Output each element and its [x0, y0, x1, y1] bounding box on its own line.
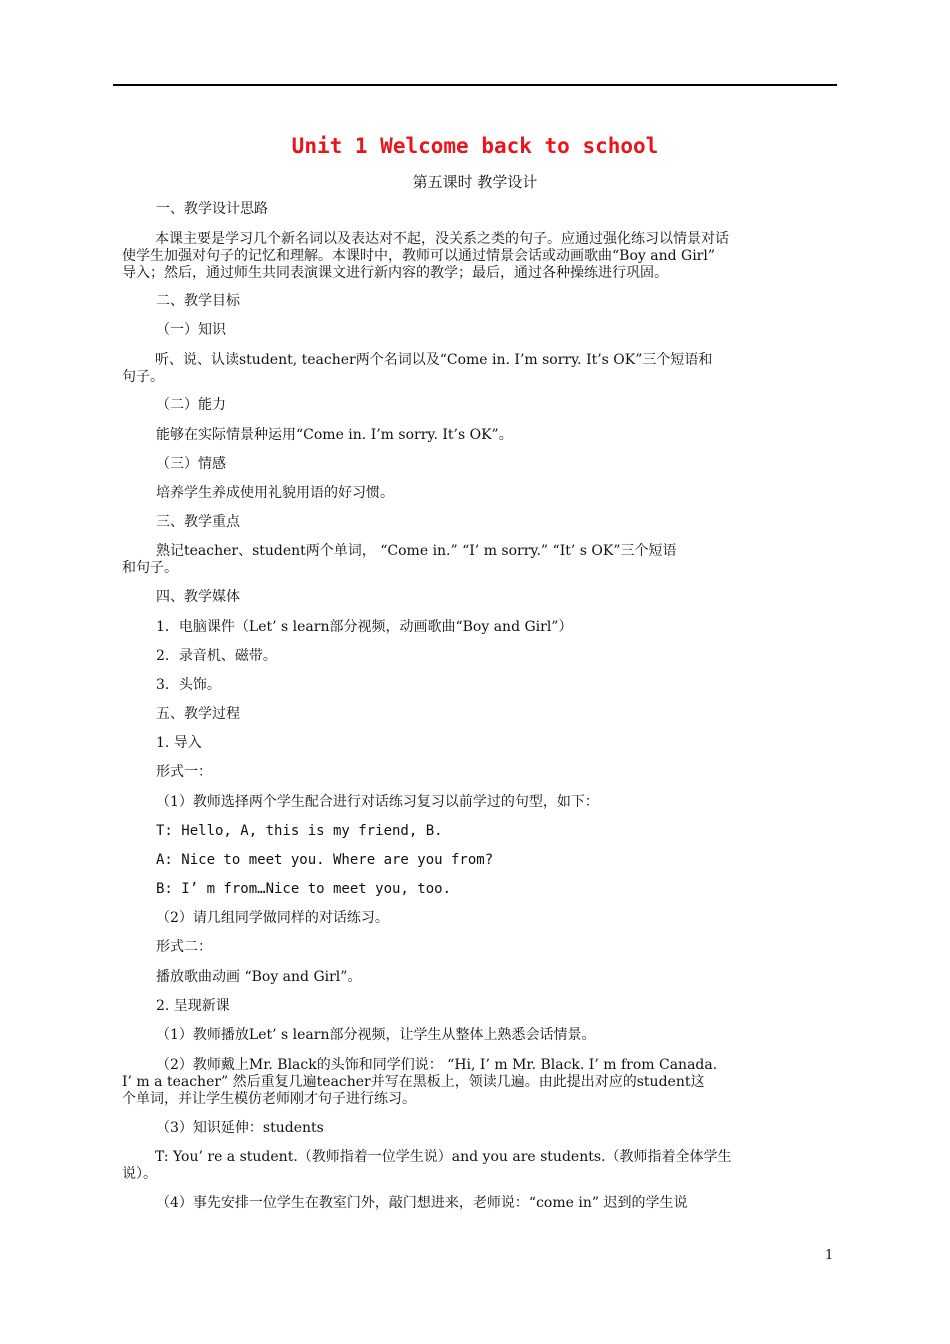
list-item: 3．头饰。: [156, 677, 221, 693]
list-item: 1．电脑课件（Let’ s learn部分视频，动画歌曲“Boy and Girl”）: [156, 619, 573, 635]
document-title: Unit 1 Welcome back to school: [291, 134, 659, 158]
paragraph-line: 形式一：: [156, 764, 212, 780]
section-heading: 三、教学重点: [156, 514, 240, 530]
page-number: 1: [825, 1248, 834, 1263]
step-heading: 2. 呈现新课: [156, 998, 230, 1014]
paragraph-line: 导入；然后，通过师生共同表演课文进行新内容的教学；最后，通过各种操练进行巩固。: [122, 265, 668, 281]
paragraph-line: （2）请几组同学做同样的对话练习。: [156, 910, 389, 926]
paragraph-line: 熟记teacher、student两个单词， “Come in.” “I’ m sorry.” “It’ s OK”三个短语: [156, 543, 677, 559]
section-heading: 一、教学设计思路: [156, 201, 268, 217]
paragraph-line: 听、说、认读student, teacher两个名词以及“Come in. I’m sorry. It’s OK”三个短语和: [155, 352, 713, 368]
paragraph-line: 形式二：: [156, 939, 212, 955]
paragraph-line: 使学生加强对句子的记忆和理解。本课时中，教师可以通过情景会话或动画歌曲“Boy and Girl”: [122, 248, 715, 264]
paragraph-line: 个单词，并让学生模仿老师刚才句子进行练习。: [122, 1091, 416, 1107]
dialogue-line: T: Hello, A, this is my friend, B.: [156, 823, 443, 839]
paragraph-line: 本课主要是学习几个新名词以及表达对不起，没关系之类的句子。应通过强化练习以情景对话: [155, 231, 729, 247]
paragraph-line: （1）教师播放Let’ s learn部分视频，让学生从整体上熟悉会话情景。: [156, 1027, 596, 1043]
section-heading: 五、教学过程: [156, 706, 240, 722]
subsection-heading: （二）能力: [156, 397, 226, 413]
list-item: 2．录音机、磁带。: [156, 648, 277, 664]
section-heading: 四、教学媒体: [156, 589, 240, 605]
paragraph-line: 能够在实际情景种运用“Come in. I’m sorry. It’s OK”。: [156, 427, 513, 443]
subsection-heading: （一）知识: [156, 322, 226, 338]
paragraph-line: 句子。: [122, 369, 164, 385]
paragraph-line: T: You’ re a student.（教师指着一位学生说）and you are students.（教师指着全体学生: [155, 1149, 732, 1165]
paragraph-line: 说）。: [122, 1166, 157, 1182]
subsection-heading: （三）情感: [156, 456, 226, 472]
paragraph-line: （4）事先安排一位学生在教室门外，敲门想进来，老师说：“come in” 迟到的学生说: [156, 1195, 688, 1211]
paragraph-line: （3）知识延伸：students: [156, 1120, 324, 1136]
paragraph-line: 培养学生养成使用礼貌用语的好习惯。: [156, 485, 394, 501]
paragraph-line: I’ m a teacher” 然后重复几遍teacher并写在黑板上，领读几遍。由此提出对应的student这: [122, 1074, 705, 1090]
section-heading: 二、教学目标: [156, 293, 240, 309]
header-rule: [113, 84, 837, 86]
paragraph-line: 和句子。: [122, 560, 178, 576]
paragraph-line: （1）教师选择两个学生配合进行对话练习复习以前学过的句型，如下：: [156, 794, 599, 810]
step-heading: 1. 导入: [156, 735, 202, 751]
paragraph-line: （2）教师戴上Mr. Black的头饰和同学们说： “Hi, I’ m Mr. Black. I’ m from Canada.: [156, 1057, 718, 1073]
document-subtitle: 第五课时 教学设计: [412, 173, 538, 191]
paragraph-line: 播放歌曲动画 “Boy and Girl”。: [156, 969, 362, 985]
dialogue-line: A: Nice to meet you. Where are you from?: [156, 852, 494, 868]
dialogue-line: B: I’ m from…Nice to meet you, too.: [156, 881, 452, 897]
